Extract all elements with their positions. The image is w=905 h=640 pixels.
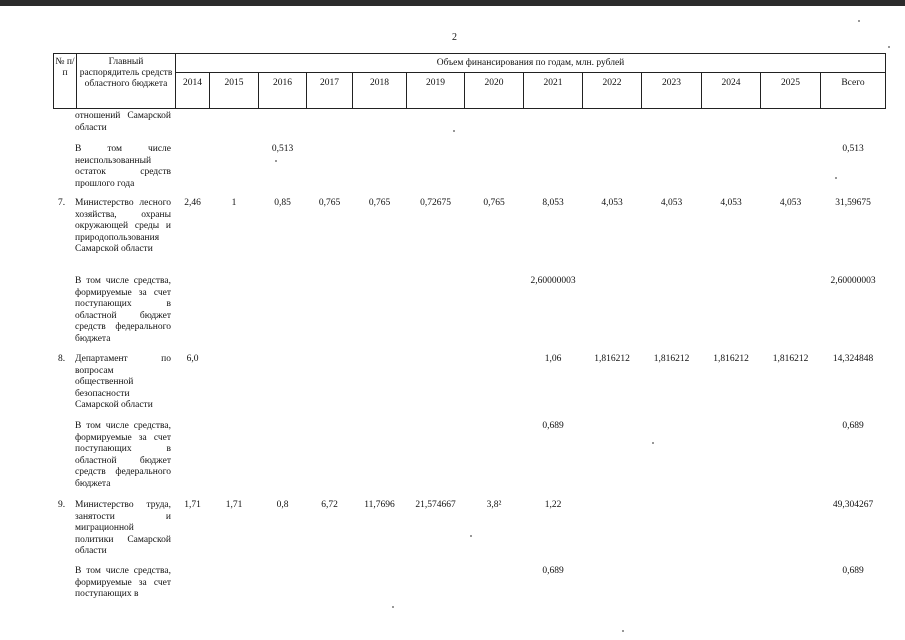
row-name: Министерство труда, занятости и миграционной политики Самарской области <box>75 500 171 556</box>
cell-value: 0,513 <box>271 144 294 154</box>
cell-value: 1,06 <box>544 354 562 364</box>
row-name: Департамент по вопросам общественной безопасности Самарской области <box>75 354 171 410</box>
cell-value: 2,46 <box>184 198 201 208</box>
row-number: 8. <box>58 354 66 364</box>
cell-value: 1,71 <box>184 500 201 510</box>
scan-speck <box>470 535 472 537</box>
cell-value: 0,689 <box>542 421 564 431</box>
cell-value: 6,0 <box>186 354 199 364</box>
cell-value: 0,765 <box>368 198 391 208</box>
cell-value: 1,22 <box>544 500 562 510</box>
scan-speck <box>858 20 860 22</box>
cell-value: 1,816212 <box>594 354 630 364</box>
scan-speck <box>835 177 837 179</box>
cell-value: 0,765 <box>318 198 341 208</box>
year-header: 2020 <box>484 78 504 88</box>
year-header: 2021 <box>543 78 563 88</box>
cell-value: 1 <box>231 198 237 208</box>
scan-speck <box>888 46 890 48</box>
row-name: отношений Самарской области <box>75 111 171 133</box>
cell-value: 21,574667 <box>415 500 456 510</box>
header-col-line <box>76 53 77 109</box>
cell-value: 2,60000003 <box>530 276 576 286</box>
header-bottom-rule <box>53 108 886 109</box>
year-header: 2023 <box>662 78 681 88</box>
header-top-rule <box>53 53 886 54</box>
cell-value: 0,689 <box>542 566 564 576</box>
header-mid-rule <box>175 72 886 73</box>
row-number: 7. <box>58 198 66 208</box>
cell-value: 14,324848 <box>832 354 874 364</box>
scan-speck <box>622 630 624 632</box>
year-header: 2024 <box>721 78 741 88</box>
cell-value: 4,053 <box>720 198 742 208</box>
cell-value: 11,7696 <box>364 500 395 510</box>
year-header: 2017 <box>320 78 339 88</box>
cell-value: 1,816212 <box>653 354 690 364</box>
cell-value: 2,60000003 <box>830 276 876 286</box>
cell-value: 1,816212 <box>713 354 749 364</box>
scan-speck <box>652 442 654 444</box>
cell-value: 6,72 <box>321 500 338 510</box>
year-header: 2019 <box>426 78 445 88</box>
page-number: 2 <box>452 32 457 43</box>
cell-value: 0,765 <box>483 198 505 208</box>
scan-speck <box>275 160 277 162</box>
scan-top-edge <box>0 0 905 6</box>
cell-value: 0,8 <box>276 500 289 510</box>
year-header: 2022 <box>602 78 622 88</box>
row-name: Министерство лесного хозяйства, охраны окружающей среды и природопользования Самарской области <box>75 198 171 254</box>
cell-value: 3,8² <box>486 500 502 510</box>
cell-value: 0,72675 <box>420 198 451 208</box>
scan-speck <box>392 606 394 608</box>
year-header: 2025 <box>781 78 800 88</box>
header-col-funding: Объем финансирования по годам, млн. рублей <box>436 58 625 68</box>
header-col-main: Главный распорядитель средств областного бюджета <box>79 57 173 89</box>
cell-value: 0,689 <box>842 566 864 576</box>
year-header: 2015 <box>224 78 244 88</box>
header-col-num: № п/п <box>55 57 75 78</box>
row-number: 9. <box>58 500 66 510</box>
cell-value: 4,053 <box>601 198 623 208</box>
cell-value: 8,053 <box>542 198 564 208</box>
cell-value: 4,053 <box>660 198 683 208</box>
row-name: В том числе средства, формируемые за счет поступающих в областной бюджет средств федерального бюджета <box>75 421 171 489</box>
cell-value: 4,053 <box>779 198 802 208</box>
row-name: В том числе средства, формируемые за счет поступающих в областной бюджет средств федерального бюджета <box>75 276 171 344</box>
cell-value: 31,59675 <box>835 198 871 208</box>
year-header: 2018 <box>370 78 389 88</box>
row-name: В том числе средства, формируемые за счет поступающих в <box>75 566 171 599</box>
cell-value: 1,71 <box>225 500 243 510</box>
cell-value: 0,689 <box>842 421 864 431</box>
header-col-line <box>885 53 886 109</box>
year-header: Всего <box>841 78 865 88</box>
cell-value: 0,85 <box>274 198 291 208</box>
year-header: 2016 <box>273 78 292 88</box>
row-name: В том числе неиспользованный остаток средств прошлого года <box>75 144 171 189</box>
cell-value: 49,304267 <box>832 500 874 510</box>
cell-value: 1,816212 <box>772 354 809 364</box>
scan-speck <box>453 130 455 132</box>
cell-value: 0,513 <box>842 144 864 154</box>
year-header: 2014 <box>183 78 202 88</box>
